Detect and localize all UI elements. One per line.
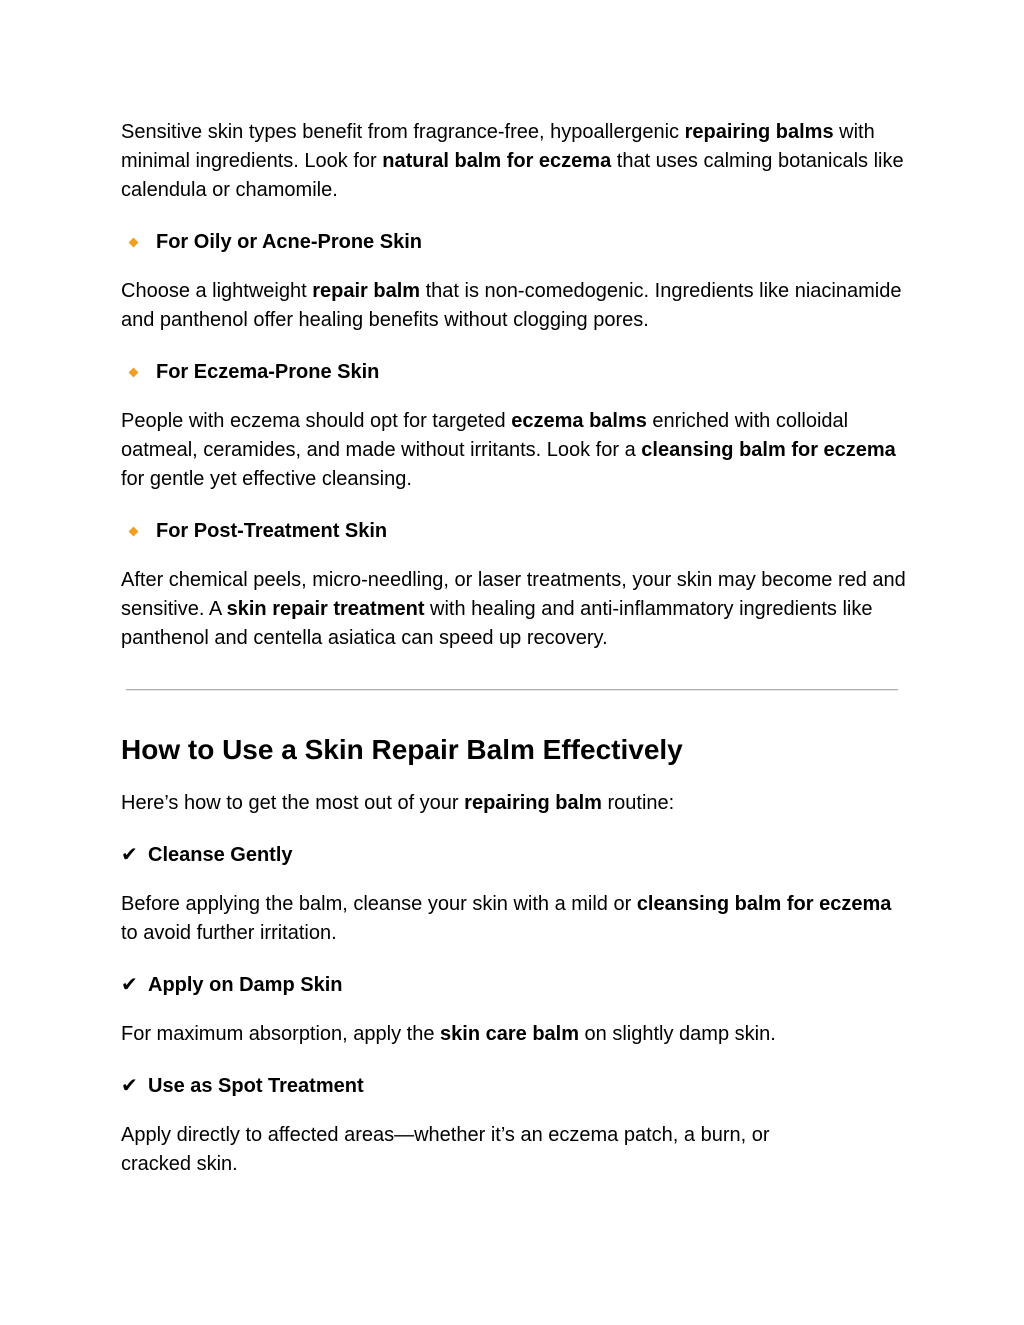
post-treatment-paragraph	[121, 566, 911, 653]
text-run: to avoid further irritation.	[121, 922, 337, 944]
checkmark-icon: ✔	[121, 1075, 138, 1097]
text-run: routine:	[601, 792, 675, 814]
step-heading-damp-skin	[121, 971, 911, 1000]
diamond-bullet-icon	[129, 368, 139, 378]
step-paragraph-spot-treatment	[121, 1121, 841, 1179]
text-run: Here’s how to get the most out of your	[121, 792, 465, 814]
bold-term: skin care balm	[440, 1023, 579, 1045]
oily-skin-paragraph	[121, 277, 911, 335]
text-run: that uses calming botanicals like calendula or chamomile.	[121, 150, 904, 201]
text-run: Choose a lightweight	[121, 280, 313, 302]
step-heading-label: Use as Spot Treatment	[148, 1075, 364, 1097]
sensitive-skin-paragraph	[121, 118, 911, 205]
bold-term: cleansing balm for eczema	[636, 893, 892, 915]
subheading-eczema-skin	[121, 358, 911, 387]
text-run: Apply directly to affected areas—whether it’s an eczema patch, a burn, or cracked skin.	[121, 1124, 770, 1175]
subheading-label: For Eczema-Prone Skin	[156, 361, 380, 383]
step-heading-spot-treatment	[121, 1072, 911, 1101]
text-run: for gentle yet effective cleansing.	[121, 468, 412, 490]
text-run: People with eczema should opt for targeted	[121, 410, 512, 432]
step-paragraph-damp-skin	[121, 1020, 911, 1049]
section-title: How to Use a Skin Repair Balm Effectively	[121, 734, 683, 765]
subheading-post-treatment-skin	[121, 517, 911, 546]
howto-intro-paragraph	[121, 789, 911, 818]
text-run: After chemical peels, micro-needling, or laser treatments, your skin may become red and sensitive. A	[121, 569, 906, 620]
subheading-label: For Oily or Acne-Prone Skin	[156, 231, 422, 253]
step-heading-label: Cleanse Gently	[148, 844, 293, 866]
text-run: on slightly damp skin.	[579, 1023, 776, 1045]
text-run: with minimal ingredients. Look for	[121, 121, 875, 172]
text-run: that is non-comedogenic. Ingredients like niacinamide and panthenol offer healing benefits without clogging pores.	[121, 280, 902, 331]
step-heading-cleanse	[121, 841, 911, 870]
bold-term: cleansing balm for eczema	[641, 439, 896, 461]
text-run: with healing and anti-inflammatory ingredients like panthenol and centella asiatica can speed up recovery.	[121, 598, 873, 649]
diamond-bullet-icon	[129, 238, 139, 248]
diamond-bullet-icon	[129, 527, 139, 537]
eczema-skin-paragraph	[121, 407, 911, 494]
checkmark-icon: ✔	[121, 974, 138, 996]
text-run: For maximum absorption, apply the	[121, 1023, 441, 1045]
step-heading-label: Apply on Damp Skin	[148, 974, 343, 996]
subheading-label: For Post-Treatment Skin	[156, 520, 388, 542]
bold-term: repairing balm	[464, 792, 602, 814]
bold-term: repair balm	[312, 280, 421, 302]
bold-term: repairing balms	[684, 121, 834, 143]
checkmark-icon: ✔	[121, 844, 138, 866]
text-run: enriched with colloidal oatmeal, ceramides, and made without irritants. Look for a	[121, 410, 849, 461]
section-divider	[126, 689, 898, 691]
bold-term: natural balm for eczema	[382, 150, 612, 172]
step-paragraph-cleanse	[121, 890, 911, 948]
bold-term: skin repair treatment	[226, 598, 425, 620]
bold-term: eczema balms	[511, 410, 647, 432]
subheading-oily-skin	[121, 228, 911, 257]
text-run: Before applying the balm, cleanse your skin with a mild or	[121, 893, 637, 915]
text-run: Sensitive skin types benefit from fragrance-free, hypoallergenic	[121, 121, 685, 143]
